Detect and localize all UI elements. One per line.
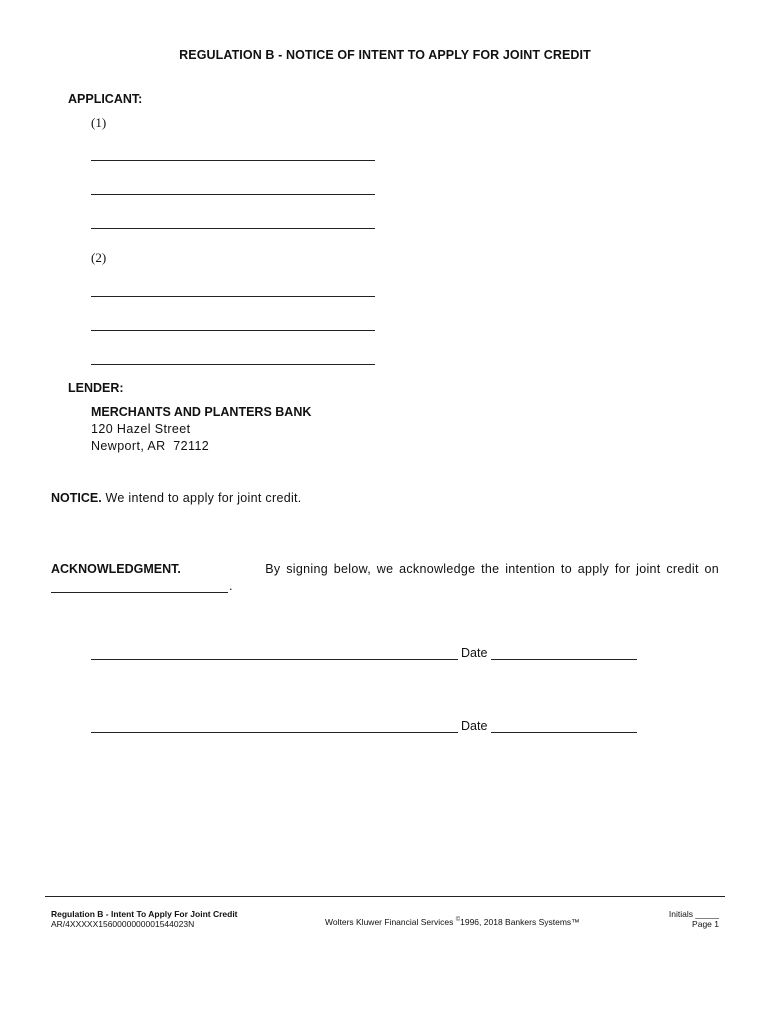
applicant-2-line-1[interactable] — [91, 296, 375, 297]
footer-form-title: Regulation B - Intent To Apply For Joint Credit — [51, 909, 238, 919]
notice-label: NOTICE. — [51, 491, 102, 505]
date-label-1: Date — [461, 646, 488, 660]
applicant-2-line-3[interactable] — [91, 364, 375, 365]
document-title: REGULATION B - NOTICE OF INTENT TO APPLY FOR JOINT CREDIT — [179, 48, 591, 62]
ack-text: By signing below, we acknowledge the intention to apply for joint credit on — [265, 562, 719, 576]
footer-initials: Initials _____ — [668, 909, 719, 919]
notice-text: We intend to apply for joint credit. — [105, 491, 302, 505]
footer-form-code: AR/4XXXXX1560000000001544023N — [51, 919, 195, 929]
notice-paragraph — [51, 491, 302, 505]
footer-divider — [45, 896, 725, 897]
lender-name: MERCHANTS AND PLANTERS BANK — [91, 405, 312, 419]
date-line-2[interactable] — [491, 732, 637, 733]
applicant-2-line-2[interactable] — [91, 330, 375, 331]
footer-publisher — [325, 917, 580, 927]
footer-page-number: Page 1 — [692, 919, 719, 929]
applicant-1-line-3[interactable] — [91, 228, 375, 229]
footer-publisher-suffix: 1996, 2018 Bankers Systems™ — [460, 917, 580, 927]
ack-period: . — [229, 579, 233, 593]
applicant-1-line-2[interactable] — [91, 194, 375, 195]
date-label-2: Date — [461, 719, 488, 733]
date-line-1[interactable] — [491, 659, 637, 660]
signature-line-2[interactable] — [91, 732, 458, 733]
ack-paragraph — [51, 562, 719, 576]
applicant-1-line-1[interactable] — [91, 160, 375, 161]
lender-label: LENDER: — [68, 381, 124, 395]
lender-address-line2: Newport, AR 72112 — [91, 439, 210, 453]
lender-address-line1: 120 Hazel Street — [91, 422, 191, 436]
ack-label: ACKNOWLEDGMENT. — [51, 562, 181, 576]
applicant-label: APPLICANT: — [68, 92, 143, 106]
footer-publisher-prefix: Wolters Kluwer Financial Services — [325, 917, 456, 927]
signature-line-1[interactable] — [91, 659, 458, 660]
ack-date-line[interactable] — [51, 592, 228, 593]
applicant-2-number: (2) — [91, 250, 107, 265]
applicant-1-number: (1) — [91, 115, 107, 130]
footer-copyright-symbol: © — [455, 917, 461, 924]
